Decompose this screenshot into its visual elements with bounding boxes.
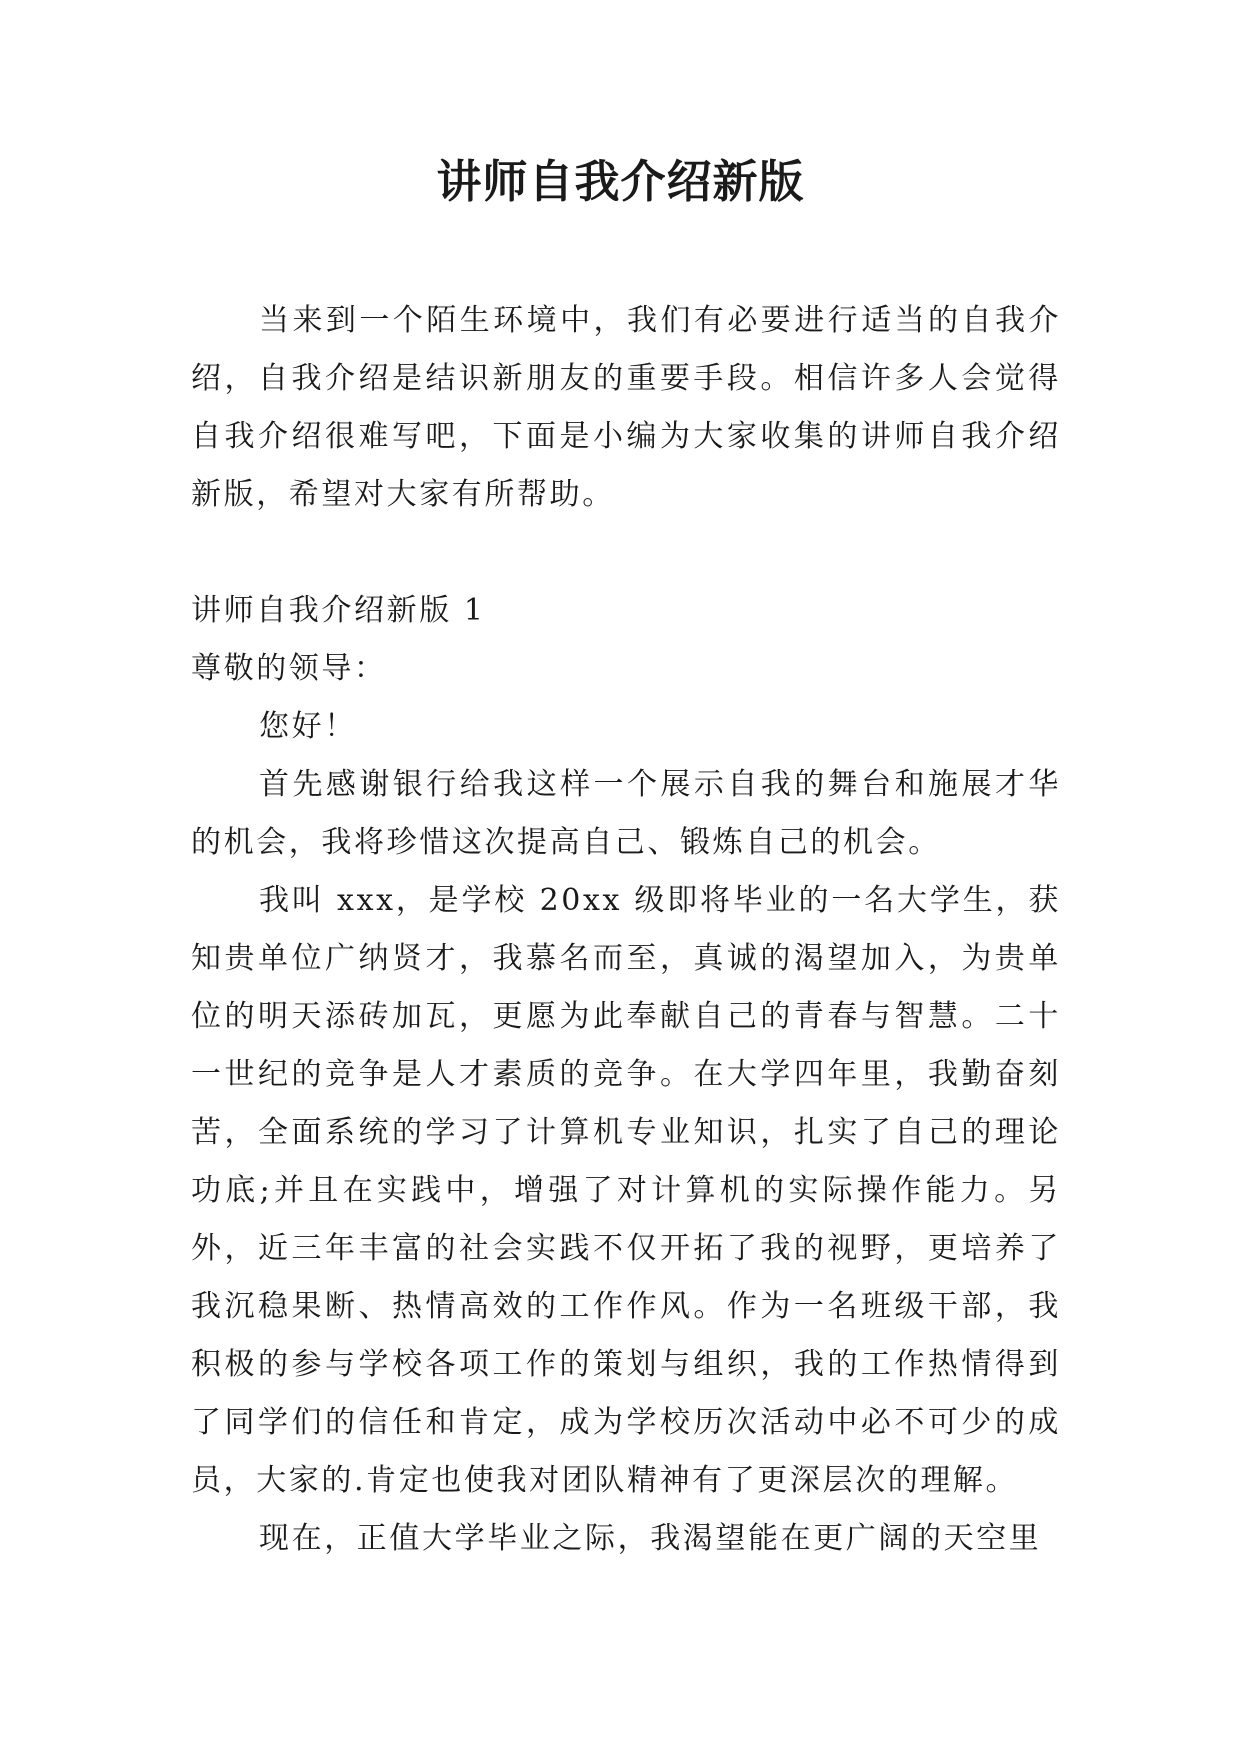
document-body: [191, 292, 1061, 1568]
greeting: 您好！: [259, 709, 357, 744]
body-paragraph-self-intro: 我叫 xxx，是学校 20xx 级即将毕业的一名大学生，获知贵单位广纳贤才，我慕名而至，真诚的渴望加入，为贵单位的明天添砖加瓦，更愿为此奉献自己的青春与智慧。二十一世纪的竞争是人才素质的竞争。在大学四年里，我勤奋刻苦，全面系统的学习了计算机专业知识，扎实了自己的理论功底;并且在实践中，增强了对计算机的实际操作能力。另外，近三年丰富的社会实践不仅开拓了我的视野，更培养了我沉稳果断、热情高效的工作作风。作为一名班级干部，我积极的参与学校各项工作的策划与组织，我的工作热情得到了同学们的信任和肯定，成为学校历次活动中必不可少的成员，大家的.肯定也使我对团队精神有了更深层次的理解。: [191, 883, 1061, 1498]
paragraph-gap: [191, 524, 1061, 582]
document-title: 讲师自我介绍新版: [436, 155, 805, 208]
body-paragraph-graduation: 现在，正值大学毕业之际，我渴望能在更广阔的天空里: [259, 1521, 1042, 1556]
salutation: 尊敬的领导：: [191, 651, 387, 686]
section-heading: 讲师自我介绍新版 1: [191, 593, 486, 628]
intro-paragraph: 当来到一个陌生环境中，我们有必要进行适当的自我介绍，自我介绍是结识新朋友的重要手段。相信许多人会觉得自我介绍很难写吧，下面是小编为大家收集的讲师自我介绍新版，希望对大家有所帮助。: [191, 303, 1061, 512]
body-paragraph-thanks: 首先感谢银行给我这样一个展示自我的舞台和施展才华的机会，我将珍惜这次提高自己、锻炼自己的机会。: [191, 767, 1061, 860]
